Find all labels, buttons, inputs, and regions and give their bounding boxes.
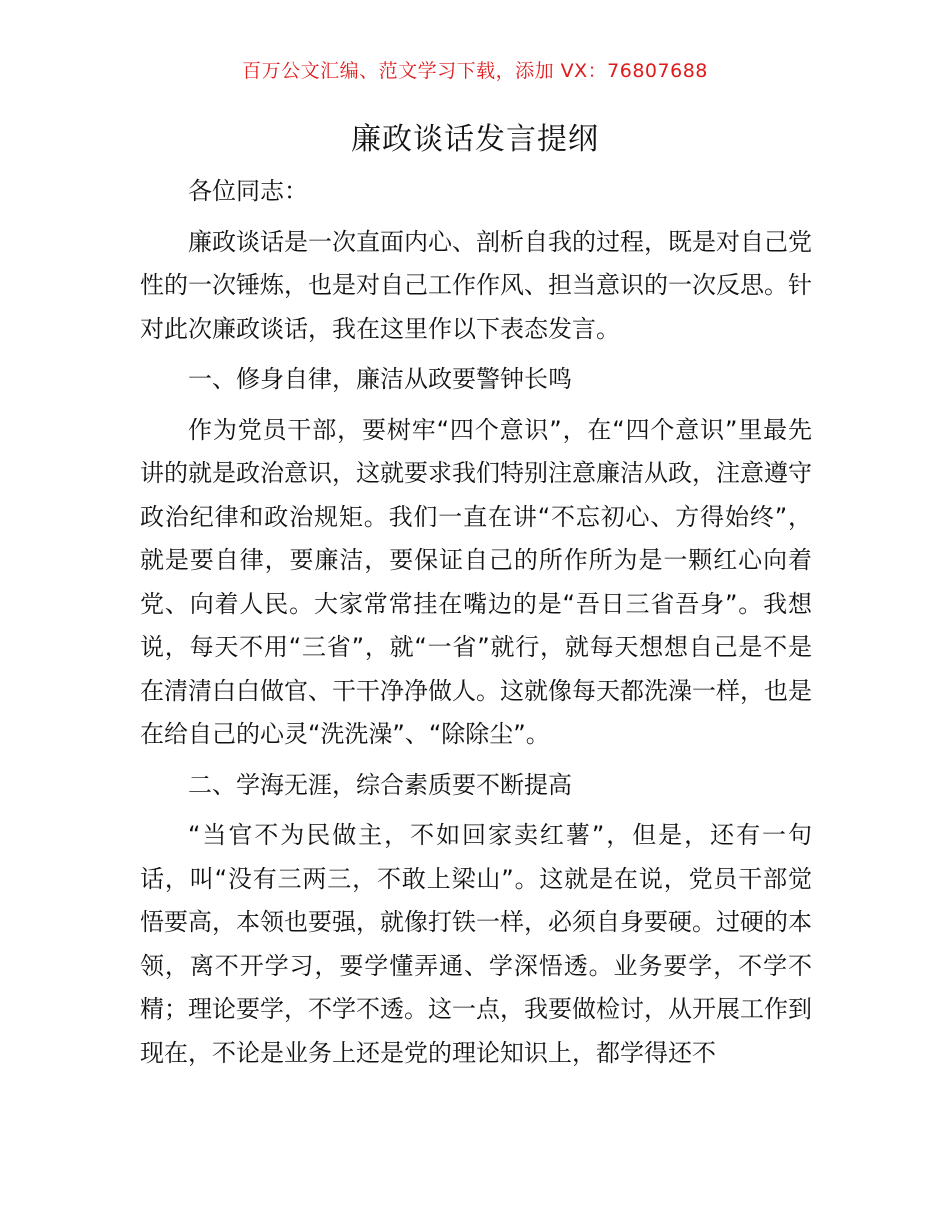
page-title: 廉政谈话发言提纲 bbox=[351, 122, 599, 157]
section-heading-1: 一、修身自律，廉洁从政要警钟长鸣 bbox=[188, 365, 572, 393]
header-promo-text: 百万公文汇编、范文学习下载，添加 VX：76807688 bbox=[242, 60, 708, 82]
paragraph-intro: 廉政谈话是一次直面内心、剖析自我的过程，既是对自己党性的一次锤炼，也是对自己工作作风、担当意识的一次反思。针对此次廉政谈话，我在这里作以下表态发言。 bbox=[140, 227, 812, 343]
section-heading-2: 二、学海无涯，综合素质要不断提高 bbox=[188, 770, 572, 799]
document-body bbox=[140, 170, 812, 1075]
salutation: 各位同志： bbox=[188, 177, 308, 205]
paragraph-section-1: 作为党员干部，要树牢“四个意识”，在“四个意识”里最先讲的就是政治意识，这就要求我们特别注意廉洁从政，注意遵守政治纪律和政治规矩。我们一直在讲“不忘初心、方得始终”，就是要自律，要廉洁，要保证自己的所作所为是一颗红心向着党、向着人民。大家常常挂在嘴边的是“吾日三省吾身”。我想说，每天不用“三省”，就“一省”就行，就每天想想自己是不是在清清白白做官、干干净净做人。这就像每天都洗澡一样，也是在给自己的心灵“洗洗澡”、“除除尘”。 bbox=[140, 415, 812, 748]
paragraph-section-2: “当官不为民做主，不如回家卖红薯”，但是，还有一句话，叫“没有三两三，不敢上梁山”。这就是在说，党员干部觉悟要高，本领也要强，就像打铁一样，必须自身要硬。过硬的本领，离不开学习，要学懂弄通、学深悟透。业务要学，不学不精；理论要学，不学不透。这一点，我要做检讨，从开展工作到现在，不论是业务上还是党的理论知识上，都学得还不 bbox=[140, 821, 812, 1067]
